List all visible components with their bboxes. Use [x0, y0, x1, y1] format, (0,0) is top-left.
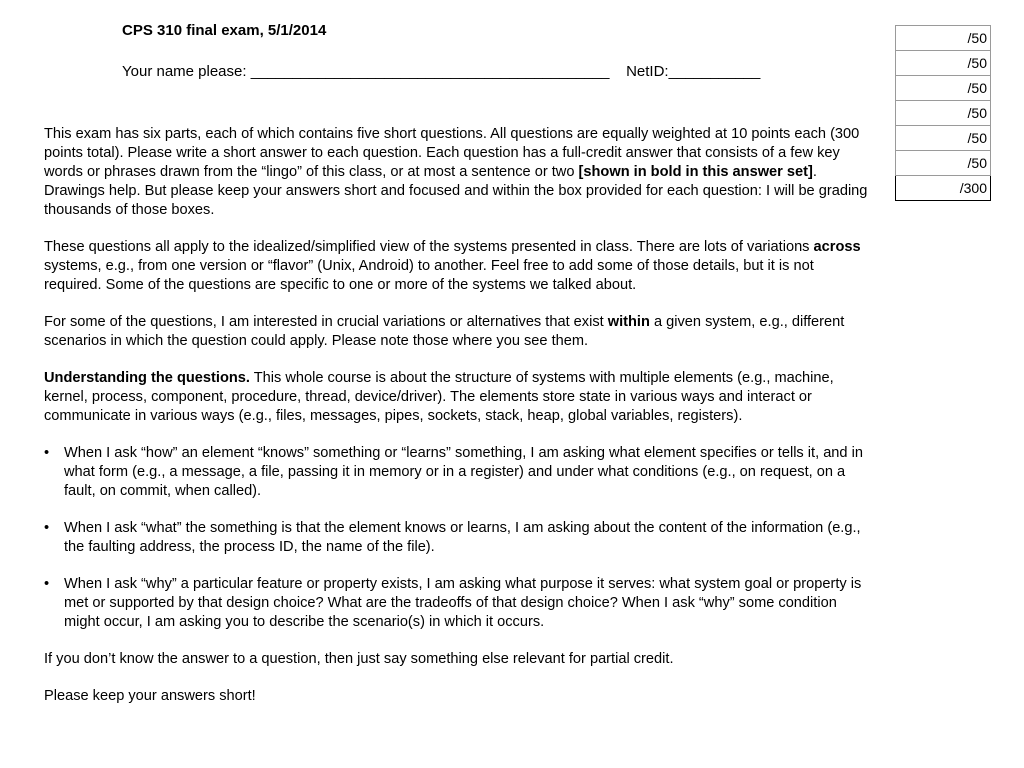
name-netid-line: Your name please: ___________________________________________ NetID:___________ — [122, 63, 761, 80]
list-item: • When I ask “how” an element “knows” something or “learns” something, I am asking what element specifies or tells it, and in what form (e.g., a message, a file, passing it in memory or in a register) and under what conditions (e.g., on request, on a fault, on commit, when called). — [44, 445, 863, 499]
intro-paragraph-3: For some of the questions, I am interested in crucial variations or alternatives that exist within a given system, e.g., different scenarios in which the question could apply. Please note those where you see them. — [44, 314, 845, 349]
bullet-icon: • — [44, 520, 50, 536]
bullet-icon: • — [44, 445, 50, 461]
intro-paragraph-1: This exam has six parts, each of which contains five short questions. All questions are equally weighted at 10 points each (300 points total). Please write a short answer to each question. Each question has a full-credit answer that consists of a few key words or phrases drawn from the “lingo” of this class, or at most a sentence or two [shown in bold in this answer set]. Drawings help. But please keep your answers short and focused and within the box provided for each question: I will be grading thousands of those boxes. — [44, 126, 868, 218]
partial-credit-note: If you don’t know the answer to a question, then just say something else relevant for partial credit. — [44, 651, 674, 667]
list-item: • When I ask “why” a particular feature or property exists, I am asking what purpose it serves: what system goal or property is met or supported by that design choice? What are the tradeoffs of that design choice? When I ask “why” some condition might occur, I am asking you to describe the scenario(s) in which it occurs. — [44, 576, 862, 630]
score-box — [895, 25, 991, 201]
question-guidance-list — [44, 444, 874, 632]
section-heading: Understanding the questions. — [44, 370, 250, 386]
score-cell: /50 — [896, 151, 991, 176]
bold-note: [shown in bold in this answer set] — [578, 164, 813, 180]
score-cell: /50 — [896, 26, 991, 51]
score-cell: /50 — [896, 51, 991, 76]
score-row — [896, 101, 991, 126]
score-row — [896, 151, 991, 176]
score-total-row — [896, 176, 991, 201]
intro-paragraph-2: These questions all apply to the idealized/simplified view of the systems presented in class. There are lots of variations across systems, e.g., from one version or “flavor” (Unix, Android) to another. Feel free to add some of those details, but it is not required. Some of the questions are specific to one or more of the systems we talked about. — [44, 239, 861, 293]
score-cell: /50 — [896, 126, 991, 151]
score-row — [896, 26, 991, 51]
score-cell: /50 — [896, 76, 991, 101]
bullet-icon: • — [44, 576, 50, 592]
exam-title: CPS 310 final exam, 5/1/2014 — [122, 22, 327, 39]
instructions — [44, 125, 874, 724]
score-cell: /50 — [896, 101, 991, 126]
score-row — [896, 51, 991, 76]
score-total-cell: /300 — [896, 176, 991, 201]
list-item: • When I ask “what” the something is that the element knows or learns, I am asking about the content of the information (e.g., the faulting address, the process ID, the name of the file). — [44, 520, 861, 555]
understanding-paragraph: Understanding the questions. This whole course is about the structure of systems with multiple elements (e.g., machine, kernel, process, component, procedure, thread, device/driver). The elements store state in various ways and interact or communicate in various ways (e.g., files, messages, pipes, sockets, stack, heap, global variables, registers). — [44, 370, 834, 424]
score-row — [896, 76, 991, 101]
closing-note: Please keep your answers short! — [44, 688, 256, 704]
score-row — [896, 126, 991, 151]
